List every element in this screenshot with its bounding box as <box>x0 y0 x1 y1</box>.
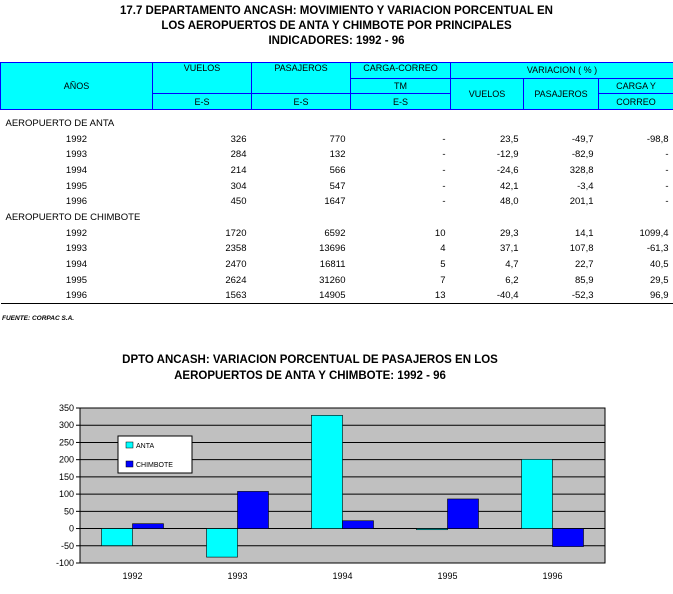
table-row <box>1 241 673 257</box>
cell-year: 1994 <box>65 164 88 176</box>
cell-vuelos: 326 <box>230 133 247 145</box>
header-var-carga-2: CORREO <box>599 94 673 110</box>
cell-var-vuelos: 37,1 <box>500 243 519 255</box>
cell-carga: 4 <box>440 243 446 255</box>
y-tick-label: 50 <box>63 506 74 517</box>
cell-var-vuelos: -40,4 <box>451 288 524 304</box>
cell-var-carga: 1099,4 <box>639 227 669 239</box>
stats-table <box>0 62 673 304</box>
cell-var-pasajeros: -82,9 <box>571 149 594 161</box>
cell-year: 1996 <box>65 196 88 208</box>
cell-pasajeros: 16811 <box>319 259 346 271</box>
bar-chimbote-1994 <box>343 521 374 529</box>
cell-pasajeros: 1647 <box>324 196 346 208</box>
cell-year: 1994 <box>65 259 88 271</box>
header-es-carga: E-S <box>351 94 451 110</box>
chart-title-line-1: DPTO ANCASH: VARIACION PORCENTUAL DE PASAJEROS EN LOS <box>122 354 498 366</box>
cell-carga: - <box>442 164 446 176</box>
bar-anta-1993 <box>207 529 238 558</box>
y-tick-label: 150 <box>58 471 74 482</box>
cell-carga: - <box>442 133 446 145</box>
cell-var-pasajeros: 14,1 <box>575 227 594 239</box>
group-row <box>1 210 673 226</box>
cell-var-pasajeros: -49,7 <box>571 133 594 145</box>
cell-carga: - <box>442 180 446 192</box>
cell-carga: 5 <box>440 259 446 271</box>
cell-var-pasajeros: 85,9 <box>575 274 594 286</box>
cell-var-pasajeros: -3,4 <box>577 180 594 192</box>
cell-carga: 13 <box>351 288 451 304</box>
table-row <box>1 288 673 304</box>
header-carga: CARGA-CORREO <box>351 63 451 79</box>
bar-chimbote-1996 <box>553 529 584 547</box>
legend-swatch <box>126 461 133 467</box>
cell-vuelos: 2470 <box>225 259 247 271</box>
chart-title-line-2: AEROPUERTOS DE ANTA Y CHIMBOTE: 1992 - 96 <box>174 370 446 382</box>
cell-var-carga: - <box>665 164 669 176</box>
cell-year: 1992 <box>65 133 88 145</box>
cell-carga: 10 <box>434 227 446 239</box>
y-tick-label: 350 <box>58 403 74 413</box>
header-es-vuelos: E-S <box>153 94 252 110</box>
cell-year: 1992 <box>65 227 88 239</box>
y-tick-label: -50 <box>60 540 74 551</box>
cell-var-vuelos: 4,7 <box>505 259 519 271</box>
cell-pasajeros: 6592 <box>324 227 346 239</box>
cell-pasajeros: 13696 <box>319 243 346 255</box>
y-tick-label: 300 <box>58 420 74 431</box>
cell-vuelos: 1720 <box>225 227 247 239</box>
report-title-line-2: LOS AEROPUERTOS DE ANTA Y CHIMBOTE POR PRINCIPALES <box>161 20 512 32</box>
legend-label: CHIMBOTE <box>136 462 173 469</box>
y-tick-label: 100 <box>58 489 74 500</box>
cell-pasajeros: 14905 <box>252 288 351 304</box>
cell-pasajeros: 770 <box>329 133 346 145</box>
cell-year: 1993 <box>65 243 88 255</box>
cell-year: 1993 <box>65 149 88 161</box>
cell-carga: - <box>442 196 446 208</box>
y-tick-label: 250 <box>58 437 74 448</box>
x-tick-label: 1996 <box>542 571 563 581</box>
cell-carga: 7 <box>440 274 446 286</box>
table-row <box>1 178 673 194</box>
cell-var-carga: - <box>665 149 669 161</box>
header-carga-unit: TM <box>351 78 451 94</box>
cell-var-carga: - <box>665 180 669 192</box>
header-variacion: VARIACION ( % ) <box>451 63 673 79</box>
cell-pasajeros: 31260 <box>319 274 346 286</box>
source-note: FUENTE: CORPAC S.A. <box>2 315 75 322</box>
cell-vuelos: 284 <box>230 149 247 161</box>
cell-year: 1996 <box>1 288 153 304</box>
x-tick-label: 1992 <box>122 571 143 581</box>
table-header-row-1 <box>1 63 673 79</box>
cell-var-carga: -61,3 <box>646 243 669 255</box>
bar-anta-1995 <box>417 529 448 530</box>
cell-var-pasajeros: -52,3 <box>524 288 599 304</box>
cell-pasajeros: 132 <box>329 149 346 161</box>
x-tick-label: 1994 <box>332 571 353 581</box>
y-tick-label: 200 <box>58 454 74 465</box>
bar-chimbote-1993 <box>238 491 269 528</box>
cell-var-vuelos: 23,5 <box>500 133 519 145</box>
table-row <box>1 272 673 288</box>
cell-var-pasajeros: 22,7 <box>575 259 594 271</box>
cell-vuelos: 304 <box>230 180 247 192</box>
bar-anta-1994 <box>312 415 343 528</box>
group-row <box>1 116 673 132</box>
report-title-line-1: 17.7 DEPARTAMENTO ANCASH: MOVIMIENTO Y VARIACION PORCENTUAL EN <box>119 5 553 17</box>
header-var-carga-1: CARGA Y <box>599 78 673 94</box>
cell-var-vuelos: 42,1 <box>500 180 519 192</box>
cell-vuelos: 214 <box>230 164 247 176</box>
cell-var-carga: 40,5 <box>650 259 669 271</box>
cell-var-vuelos: 6,2 <box>505 274 519 286</box>
report-title-line-3: INDICADORES: 1992 - 96 <box>268 35 405 47</box>
table-row <box>1 163 673 179</box>
y-tick-label: -100 <box>55 558 74 568</box>
x-tick-label: 1993 <box>227 571 248 581</box>
header-var-pasajeros: PASAJEROS <box>524 78 599 109</box>
bar-anta-1996 <box>522 459 553 528</box>
group-label: AEROPUERTO DE ANTA <box>5 117 115 129</box>
cell-var-pasajeros: 328,8 <box>569 164 594 176</box>
cell-vuelos: 450 <box>230 196 247 208</box>
bar-chimbote-1992 <box>133 524 164 529</box>
cell-pasajeros: 566 <box>329 164 346 176</box>
cell-var-carga: -98,8 <box>646 133 669 145</box>
header-var-vuelos: VUELOS <box>451 78 524 109</box>
header-pasajeros: PASAJEROS <box>252 63 351 94</box>
bar-chimbote-1995 <box>448 499 479 529</box>
cell-var-vuelos: -12,9 <box>496 149 519 161</box>
x-tick-label: 1995 <box>437 571 458 581</box>
legend-label: ANTA <box>136 443 155 450</box>
cell-var-vuelos: 48,0 <box>500 196 519 208</box>
cell-pasajeros: 547 <box>329 180 346 192</box>
header-es-pasajeros: E-S <box>252 94 351 110</box>
cell-var-vuelos: -24,6 <box>496 164 519 176</box>
table-row <box>1 194 673 210</box>
group-label: AEROPUERTO DE CHIMBOTE <box>5 212 141 224</box>
cell-vuelos: 1563 <box>153 288 252 304</box>
cell-var-vuelos: 29,3 <box>500 227 519 239</box>
legend-swatch <box>126 442 133 448</box>
cell-var-carga: 96,9 <box>599 288 673 304</box>
cell-year: 1995 <box>65 180 88 192</box>
cell-var-pasajeros: 107,8 <box>569 243 594 255</box>
cell-vuelos: 2358 <box>225 243 247 255</box>
table-row <box>1 131 673 147</box>
bar-anta-1992 <box>102 529 133 546</box>
table-row <box>1 257 673 273</box>
header-vuelos: VUELOS <box>153 63 252 94</box>
cell-carga: - <box>442 149 446 161</box>
table-row <box>1 147 673 163</box>
header-anos: AÑOS <box>1 63 153 110</box>
cell-var-carga: 29,5 <box>650 274 669 286</box>
cell-var-carga: - <box>665 196 669 208</box>
y-tick-label: 0 <box>68 523 74 534</box>
passenger-variation-chart <box>0 398 673 594</box>
cell-var-pasajeros: 201,1 <box>569 196 594 208</box>
cell-vuelos: 2624 <box>225 274 247 286</box>
table-row <box>1 225 673 241</box>
cell-year: 1995 <box>65 274 88 286</box>
